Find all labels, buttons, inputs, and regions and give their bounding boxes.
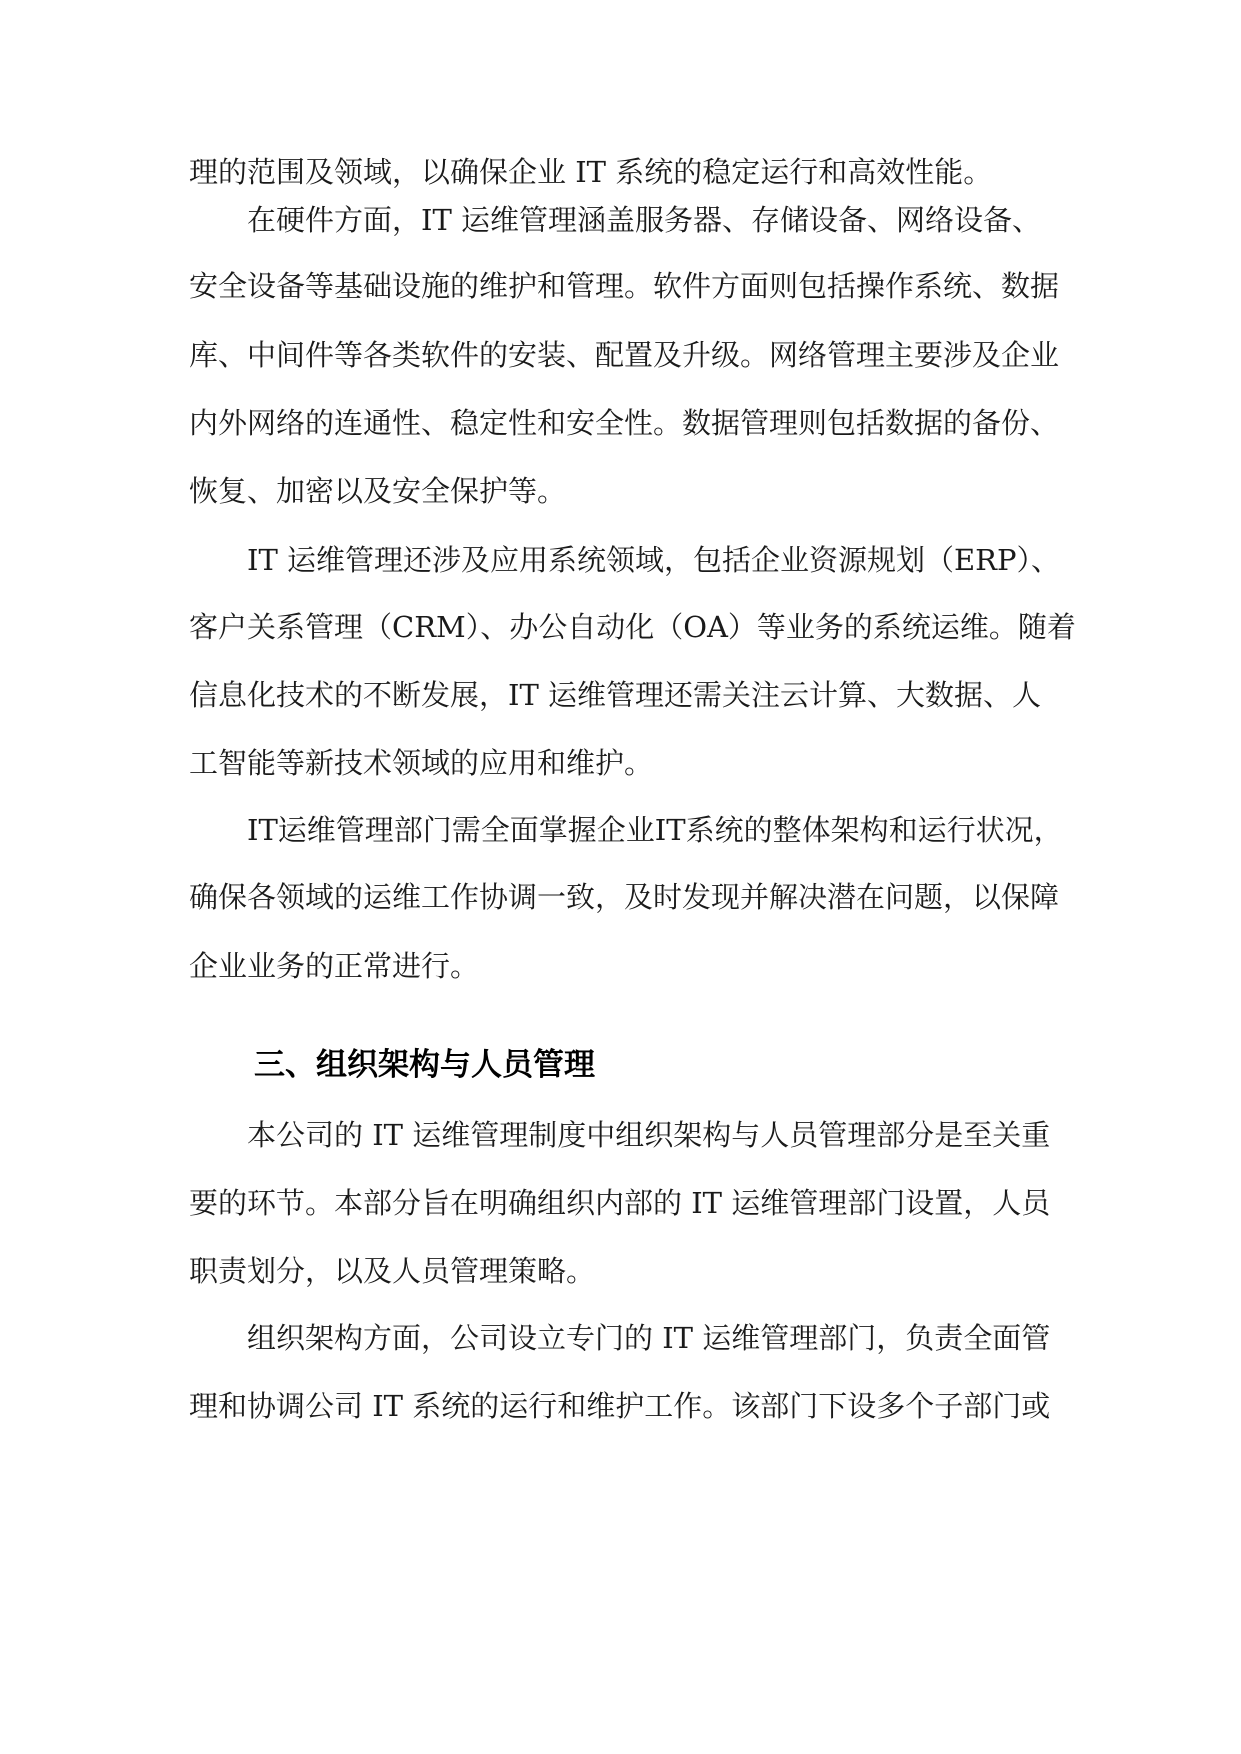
paragraph-line: 安全设备等基础设施的维护和管理。软件方面则包括操作系统、数据 xyxy=(189,269,1060,303)
section-heading: 三、组织架构与人员管理 xyxy=(254,1047,595,1083)
paragraph-line: 本公司的 IT 运维管理制度中组织架构与人员管理部分是至关重 xyxy=(247,1118,1051,1152)
paragraph-line: 企业业务的正常进行。 xyxy=(189,949,480,983)
paragraph-line: 职责划分，以及人员管理策略。 xyxy=(189,1254,596,1288)
paragraph-line: 工智能等新技术领域的应用和维护。 xyxy=(189,746,654,780)
paragraph-line: 内外网络的连通性、稳定性和安全性。数据管理则包括数据的备份、 xyxy=(189,406,1060,440)
paragraph-line: 组织架构方面，公司设立专门的 IT 运维管理部门，负责全面管 xyxy=(247,1321,1051,1355)
paragraph-line: 在硬件方面，IT 运维管理涵盖服务器、存储设备、网络设备、 xyxy=(247,203,1042,237)
paragraph-line: 库、中间件等各类软件的安装、配置及升级。网络管理主要涉及企业 xyxy=(189,338,1060,372)
paragraph-line: 要的环节。本部分旨在明确组织内部的 IT 运维管理部门设置，人员 xyxy=(189,1186,1051,1220)
paragraph-line: IT 运维管理还涉及应用系统领域，包括企业资源规划（ERP）、 xyxy=(247,543,1061,577)
paragraph-line: 客户关系管理（CRM）、办公自动化（OA）等业务的系统运维。随着 xyxy=(189,610,1076,644)
paragraph-line: 理和协调公司 IT 系统的运行和维护工作。该部门下设多个子部门或 xyxy=(189,1389,1051,1423)
paragraph-line: 恢复、加密以及安全保护等。 xyxy=(189,474,567,508)
paragraph-line: 信息化技术的不断发展，IT 运维管理还需关注云计算、大数据、人 xyxy=(189,678,1042,712)
paragraph-line: IT运维管理部门需全面掌握企业IT系统的整体架构和运行状况， xyxy=(247,813,1063,847)
paragraph-line: 确保各领域的运维工作协调一致，及时发现并解决潜在问题，以保障 xyxy=(189,880,1060,914)
paragraph-line: 理的范围及领域，以确保企业 IT 系统的稳定运行和高效性能。 xyxy=(189,155,993,189)
